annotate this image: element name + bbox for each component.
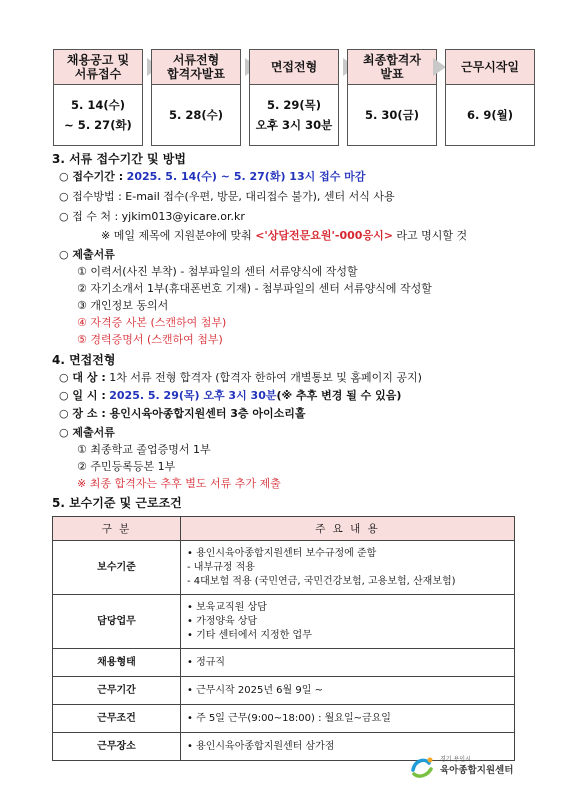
method-line: ○ 접수방법 : E-mail 접수(우편, 방문, 대리접수 불가), 센터 서식 사용: [59, 190, 395, 203]
period-value: 2025. 5. 14(수) ~ 5. 27(화) 13시 접수 마감: [126, 170, 366, 183]
period-label: ○ 접수기간 :: [59, 170, 124, 183]
place-line: ○ 장 소 : 용인시육아종합지원센터 3층 아이소리홀: [59, 407, 306, 420]
flow-step-date: 5. 29(목) 오후 3시 30분: [249, 85, 339, 146]
row-label: 담당업무: [53, 595, 181, 649]
flow-step-title: 근무시작일: [445, 49, 535, 85]
address-label: ○ 접 수 처 :: [59, 210, 119, 223]
row-content: • 용인시육아종합지원센터 삼가점: [181, 733, 515, 761]
row-line: • 보육교직원 상담: [187, 601, 267, 613]
table-row: [53, 595, 515, 649]
row-content: [181, 541, 515, 595]
doc-item: ① 최종학교 졸업증명서 1부: [77, 443, 211, 456]
row-line: - 내부규정 적용: [187, 561, 255, 573]
header-category: 구 분: [53, 517, 181, 541]
target-line: [59, 371, 422, 385]
date-note: (※ 추후 변경 될 수 있음): [276, 389, 402, 402]
table-row: [53, 649, 515, 677]
row-content: • 주 5일 근무(9:00~18:00) : 월요일~금요일: [181, 705, 515, 733]
flow-step: [53, 49, 143, 146]
table-row: [53, 705, 515, 733]
flow-step: [249, 49, 339, 146]
flow-step-date: 5. 30(금): [347, 85, 437, 146]
table-row: [53, 541, 515, 595]
doc-item: ② 주민등록등본 1부: [77, 460, 176, 473]
flow-step: [151, 49, 241, 146]
flow-step-title: 채용공고 및 서류접수: [53, 49, 143, 85]
target-label: ○ 대 상 :: [59, 371, 106, 384]
flow-step: [445, 49, 535, 146]
logo-small-text: 경기 용인시: [440, 756, 471, 763]
schedule-flow: [0, 0, 564, 150]
row-label: 보수기준: [53, 541, 181, 595]
flow-step: [347, 49, 437, 146]
row-label: 근무장소: [53, 733, 181, 761]
mail-note-post: 라고 명시할 것: [392, 229, 468, 242]
doc-item: ③ 개인정보 동의서: [77, 299, 169, 312]
row-line: • 가정양육 상담: [187, 615, 258, 627]
section-3-title: 3. 서류 접수기간 및 방법: [52, 152, 186, 166]
section-5-title: 5. 보수기준 및 근로조건: [52, 496, 182, 510]
flow-step-title: 최종합격자 발표: [347, 49, 437, 85]
logo-name: 육아종합지원센터: [440, 765, 514, 776]
doc-item: ⑤ 경력증명서 (스캔하여 첨부): [77, 333, 223, 346]
section-4-title: 4. 면접전형: [52, 353, 116, 367]
mail-note-subject: <'상담전문요원'-000응시>: [255, 229, 393, 242]
flow-step-date: 6. 9(월): [445, 85, 535, 146]
date-line: [59, 389, 401, 403]
final-note: ※ 최종 합격자는 추후 별도 서류 추가 제출: [77, 477, 281, 490]
address-line: [59, 210, 245, 224]
docs-title: ○ 제출서류: [59, 248, 115, 261]
doc-item: ② 자기소개서 1부(휴대폰번호 기재) - 첨부파일의 센터 서류양식에 작성할: [77, 282, 432, 295]
mail-note-pre: ※ 메일 제목에 지원분야에 맞춰: [101, 229, 256, 242]
target-value: 1차 서류 전형 합격자 (합격자 한하여 개별통보 및 홈페이지 공지): [109, 371, 422, 384]
flow-step-title: 면접전형: [249, 49, 339, 85]
docs-title: ○ 제출서류: [59, 426, 115, 439]
flow-step-date: 5. 28(수): [151, 85, 241, 146]
mail-note: [101, 229, 467, 243]
row-content: • 정규직: [181, 649, 515, 677]
logo-mark-icon: [409, 754, 435, 780]
flow-step-title: 서류전형 합격자발표: [151, 49, 241, 85]
row-label: 채용형태: [53, 649, 181, 677]
conditions-table: [52, 516, 515, 761]
table-header-row: [53, 517, 515, 541]
center-logo: [409, 752, 549, 782]
row-content: • 근무시작 2025년 6월 9일 ~: [181, 677, 515, 705]
flow-step-date: 5. 14(수) ~ 5. 27(화): [53, 85, 143, 146]
doc-item: ① 이력서(사진 부착) - 첨부파일의 센터 서류양식에 작성할: [77, 265, 358, 278]
row-line: • 기타 센터에서 지정한 업무: [187, 629, 312, 641]
row-line: - 4대보험 적용 (국민연금, 국민건강보험, 고용보험, 산재보험): [187, 575, 456, 587]
row-label: 근무조건: [53, 705, 181, 733]
period-line: [59, 170, 365, 184]
header-content: 주 요 내 용: [181, 517, 515, 541]
email-address: yjkim013@yicare.or.kr: [121, 210, 245, 223]
table-row: [53, 677, 515, 705]
row-content: [181, 595, 515, 649]
date-value: 2025. 5. 29(목) 오후 3시 30분: [109, 389, 277, 402]
row-line: • 용인시육아종합지원센터 보수규정에 준함: [187, 547, 377, 559]
row-label: 근무기간: [53, 677, 181, 705]
date-label: ○ 일 시 :: [59, 389, 106, 402]
doc-item: ④ 자격증 사본 (스캔하여 첨부): [77, 316, 227, 329]
